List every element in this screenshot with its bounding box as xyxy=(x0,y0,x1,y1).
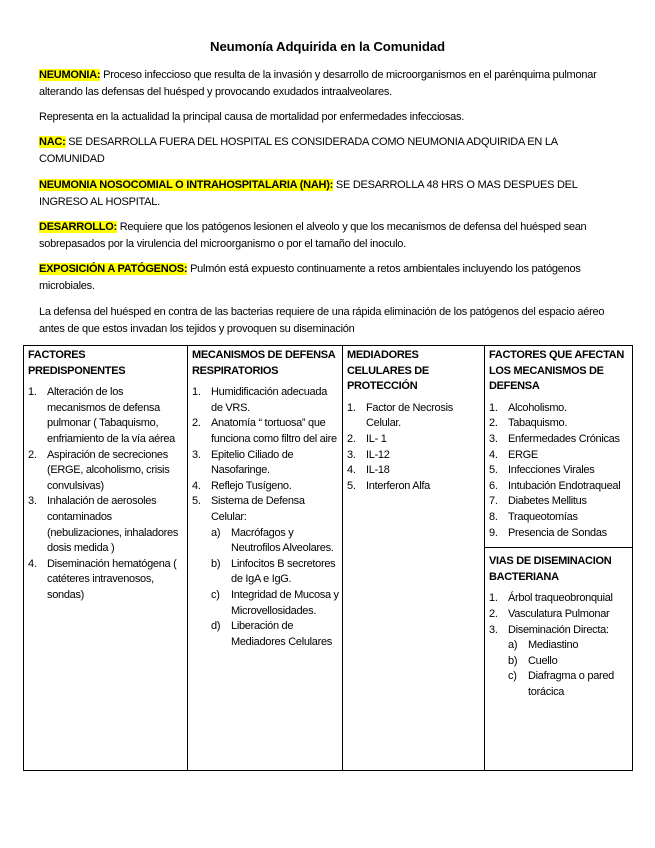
list-item: 4. IL-18 xyxy=(347,464,390,477)
list-vias-diseminacion xyxy=(489,591,629,700)
text-mortalidad: Representa en la actualidad la principal causa de mortalidad por enfermedades infecciosas. xyxy=(39,111,465,123)
list-item: 3. Epitelio Ciliado de Nasofaringe. xyxy=(192,448,294,477)
paragraph-nah xyxy=(39,177,624,210)
column-mecanismos-defensa xyxy=(188,346,343,771)
definition-exposicion: Pulmón está expuesto continuamente a retos ambientales incluyendo los patógenos microbiales. xyxy=(39,263,581,292)
list-factores-afectan xyxy=(489,401,629,541)
term-nac: NAC: xyxy=(39,136,66,148)
list-item: 5. Sistema de Defensa Celular: a) Macrófagos y Neutrofilos Alveolares. b) Linfocitos B secretores de IgA e IgG. c) Integridad de Mucosa y Microvellosidades. d) Liberación de Mediadores Celulares xyxy=(192,494,339,650)
sublist-diseminacion-directa xyxy=(508,638,629,700)
paragraph-mortalidad xyxy=(39,109,624,126)
sublist-item: d) Liberación de Mediadores Celulares xyxy=(211,620,332,648)
column-factores-afectan xyxy=(485,346,633,771)
definition-neumonia: Proceso infeccioso que resulta de la invasión y desarrollo de microorganismos en el parénquima pulmonar alterando las defensas del huésped y provocando exudados intraalveolares. xyxy=(39,69,597,98)
list-mediadores-celulares xyxy=(347,401,481,495)
paragraph-nac xyxy=(39,134,624,167)
sublist-defensa-celular xyxy=(211,526,339,651)
list-item: 3. Enfermedades Crónicas xyxy=(489,432,620,445)
list-item: 8. Traqueotomías xyxy=(489,510,578,523)
text-defensa: La defensa del huésped en contra de las bacterias requiere de una rápida eliminación de los patógenos del espacio aéreo antes de que estos invadan los tejidos y provoquen su diseminación xyxy=(39,306,605,335)
list-item: 3. Diseminación Directa: a) Mediastino b) Cuello c) Diafragma o pared torácica xyxy=(489,623,629,701)
paragraph-desarrollo xyxy=(39,219,624,252)
definition-nah: SE DESARROLLA 48 HRS O MAS DESPUES DEL INGRESO AL HOSPITAL. xyxy=(39,179,578,208)
sublist-item: c) Diafragma o pared torácica xyxy=(508,670,615,698)
document-title: Neumonía Adquirida en la Comunidad xyxy=(210,39,445,54)
list-factores-predisponentes xyxy=(28,385,184,603)
sublist-item: b) Cuello xyxy=(508,654,558,667)
definition-desarrollo: Requiere que los patógenos lesionen el alveolo y que los mecanismos de defensa del huésped sean sobrepasados por la virulencia del microorganismo o por el tamaño del inoculo. xyxy=(39,221,587,250)
list-mecanismos-defensa xyxy=(192,385,339,650)
header-factores-afectan: FACTORES QUE AFECTAN LOS MECANISMOS DE DEFENSA xyxy=(489,349,624,393)
list-item: 1. Árbol traqueobronquial xyxy=(489,592,613,605)
list-item: 7. Diabetes Mellitus xyxy=(489,495,587,508)
list-item: 5. Infecciones Virales xyxy=(489,464,595,477)
header-vias-diseminacion: VIAS DE DISEMINACION BACTERIANA xyxy=(489,555,612,583)
section-vias-diseminacion xyxy=(485,547,632,700)
term-nah: NEUMONIA NOSOCOMIAL O INTRAHOSPITALARIA (NAH): xyxy=(39,179,334,191)
list-item: 4. Diseminación hematógena ( catéteres intravenosos, sondas) xyxy=(28,557,177,601)
list-item: 6. Intubación Endotraqueal xyxy=(489,479,621,492)
summary-table xyxy=(23,345,633,771)
column-mediadores-celulares xyxy=(343,346,485,771)
term-exposicion: EXPOSICIÓN A PATÓGENOS: xyxy=(39,263,188,275)
list-item: 4. Reflejo Tusígeno. xyxy=(192,479,292,492)
paragraph-neumonia xyxy=(39,67,624,100)
list-item: 2. Vasculatura Pulmonar xyxy=(489,607,610,620)
sublist-item: a) Macrófagos y Neutrofilos Alveolares. xyxy=(211,526,334,555)
header-factores-predisponentes: FACTORES PREDISPONENTES xyxy=(28,349,126,377)
paragraph-defensa xyxy=(39,304,624,337)
list-item: 2. Tabaquismo. xyxy=(489,417,568,430)
sublist-item: b) Linfocitos B secretores de IgA e IgG. xyxy=(211,557,336,586)
term-neumonia: NEUMONIA: xyxy=(39,69,101,81)
list-item: 2. Aspiración de secreciones (ERGE, alcoholismo, crisis convulsivas) xyxy=(28,448,170,492)
list-item: 4. ERGE xyxy=(489,448,538,461)
list-item: 1. Factor de Necrosis Celular. xyxy=(347,401,453,430)
list-item: 1. Alteración de los mecanismos de defensa pulmonar ( Tabaquismo, enfriamiento de la vía aérea xyxy=(28,386,175,445)
list-item: 1. Humidificación adecuada de VRS. xyxy=(192,386,328,414)
list-item: 2. IL- 1 xyxy=(347,432,387,445)
sublist-item: a) Mediastino xyxy=(508,639,579,652)
list-item: 3. IL-12 xyxy=(347,448,390,461)
list-item: 1. Alcoholismo. xyxy=(489,401,567,414)
list-item: 2. Anatomía “ tortuosa” que funciona como filtro del aire xyxy=(192,417,337,445)
sublist-item: c) Integridad de Mucosa y Microvellosidades. xyxy=(211,588,339,617)
column-factores-predisponentes xyxy=(24,346,188,771)
header-mediadores-celulares: MEDIADORES CELULARES DE PROTECCIÓN xyxy=(347,349,429,393)
term-desarrollo: DESARROLLO: xyxy=(39,221,117,233)
list-item: 3. Inhalación de aerosoles contaminados (nebulizaciones, inhaladores dosis medida ) xyxy=(28,495,179,555)
header-mecanismos-defensa: MECANISMOS DE DEFENSA RESPIRATORIOS xyxy=(192,349,336,377)
paragraph-exposicion xyxy=(39,261,624,294)
definition-nac: SE DESARROLLA FUERA DEL HOSPITAL ES CONSIDERADA COMO NEUMONIA ADQUIRIDA EN LA COMUNIDAD xyxy=(39,136,558,165)
list-item: 5. Interferon Alfa xyxy=(347,479,430,492)
list-item: 9. Presencia de Sondas xyxy=(489,526,607,539)
